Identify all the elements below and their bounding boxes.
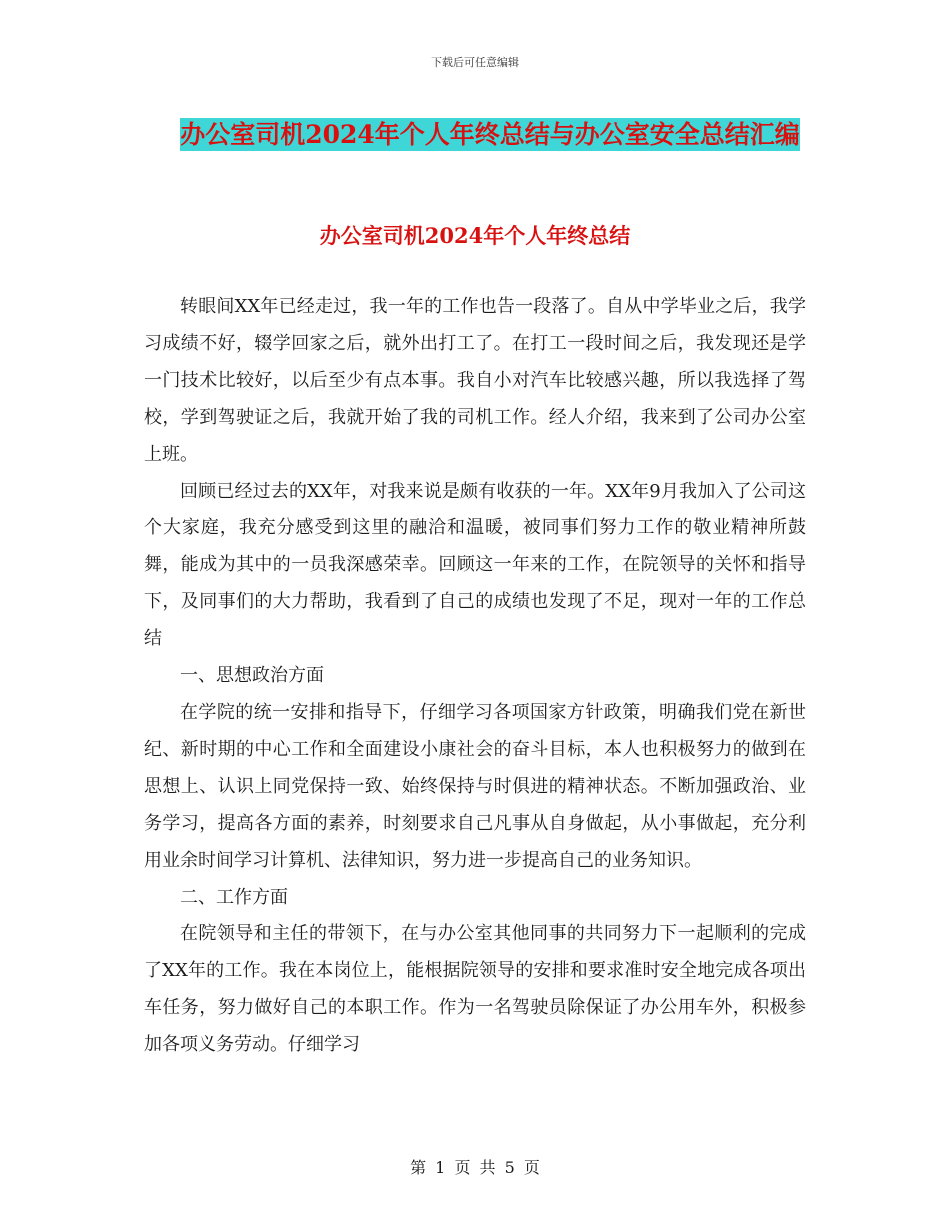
document-title-text: 办公室司机2024年个人年终总结与办公室安全总结汇编 [180,120,800,149]
paragraph: 在学院的统一安排和指导下，仔细学习各项国家方针政策，明确我们党在新世纪、新时期的中心工作和全面建设小康社会的奋斗目标，本人也积极努力的做到在思想上、认识上同党保持一致、始终保持与时俱进的精神状态。不断加强政治、业务学习，提高各方面的素养，时刻要求自己凡事从自身做起，从小事做起，充分利用业余时间学习计算机、法律知识，努力进一步提高自己的业务知识。 [144,701,806,871]
paragraph: 在院领导和主任的带领下，在与办公室其他同事的共同努力下一起顺利的完成了XX年的工作。我在本岗位上，能根据院领导的安排和要求准时安全地完成各项出车任务，努力做好自己的本职工作。作为一名驾驶员除保证了办公用车外，积极参加各项义务劳动。仔细学习 [144,923,806,1056]
page-header-note: 下载后可任意编辑 [431,56,519,69]
paragraph: 回顾已经过去的XX年，对我来说是颇有收获的一年。XX年9月我加入了公司这个大家庭，我充分感受到这里的融洽和温暖，被同事们努力工作的敬业精神所鼓舞，能成为其中的一员我深感荣幸。回顾这一年来的工作，在院领导的关怀和指导下，及同事们的大力帮助，我看到了自己的成绩也发现了不足，现对一年的工作总结 [144,480,806,650]
page-footer: 第 1 页 共 5 页 [410,1158,540,1177]
body-content [144,289,806,1064]
paragraph: 转眼间XX年已经走过，我一年的工作也告一段落了。自从中学毕业之后，我学习成绩不好，辍学回家之后，就外出打工了。在打工一段时间之后，我发现还是学一门技术比较好，以后至少有点本事。我自小对汽车比较感兴趣，所以我选择了驾校，学到驾驶证之后，我就开始了我的司机工作。经人介绍，我来到了公司办公室上班。 [144,296,806,465]
subheading-ideology: 一、思想政治方面 [180,665,324,687]
subheading-work: 二、工作方面 [180,886,288,908]
document-title [150,112,830,157]
section-title: 办公室司机2024年个人年终总结 [319,223,631,248]
